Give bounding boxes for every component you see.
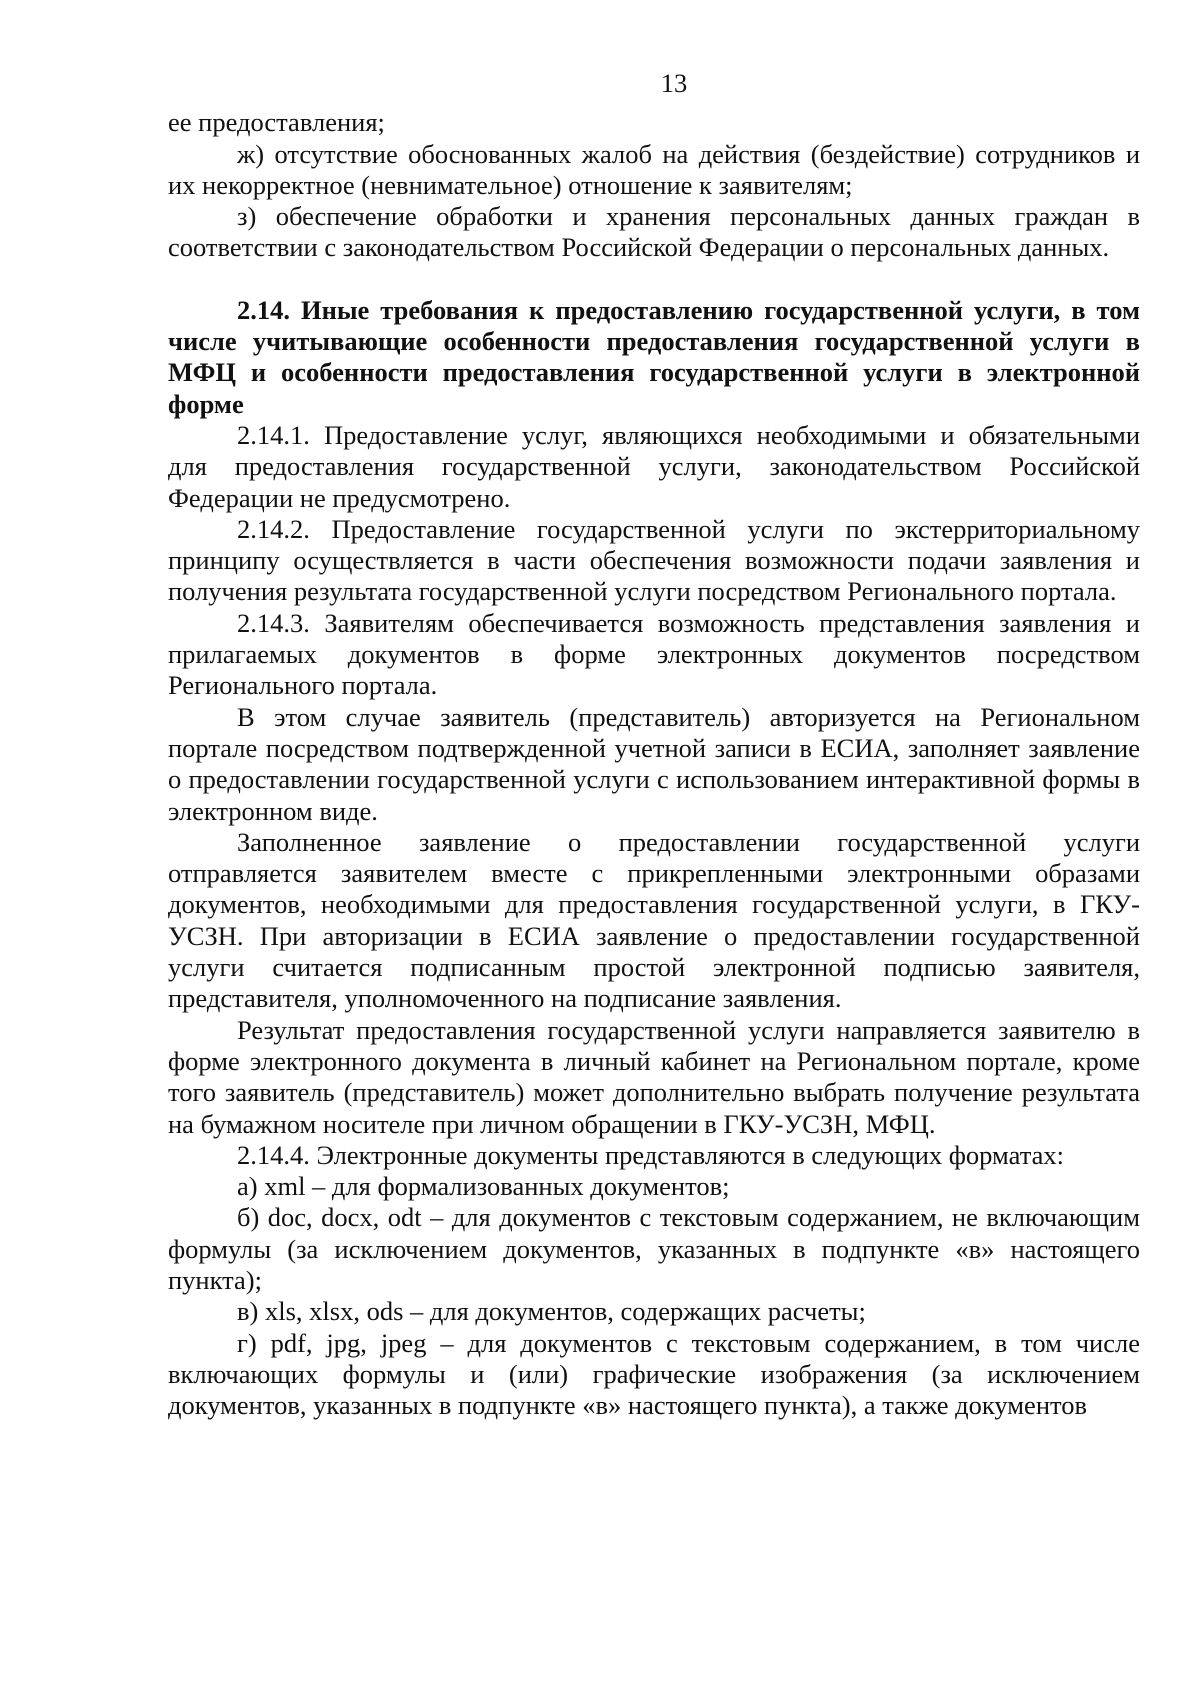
paragraph-result: Результат предоставления государственной услуги направляется заявителю в форме электронного документа в личный кабинет на Региональном портале, кроме того заявитель (представитель) может дополнительно выбрать получение результата на бумажном носителе при личном обращении в ГКУ-УСЗН, МФЦ.	[168, 1014, 1140, 1139]
section-heading-2-14: 2.14. Иные требования к предоставлению государственной услуги, в том числе учитывающие особенности предоставления государственной услуги в МФЦ и особенности предоставления государственной услуги в электронной форме	[168, 294, 1140, 419]
paragraph-2-14-3: 2.14.3. Заявителям обеспечивается возможность представления заявления и прилагаемых документов в форме электронных документов посредством Регионального портала.	[168, 607, 1140, 701]
paragraph-2-14-2: 2.14.2. Предоставление государственной услуги по экстерриториальному принципу осуществляется в части обеспечения возможности подачи заявления и получения результата государственной услуги посредством Регионального портала.	[168, 513, 1140, 607]
list-item-a: а) xml – для формализованных документов;	[237, 1171, 730, 1202]
paragraph-item-z: з) обеспечение обработки и хранения персональных данных граждан в соответствии с законодательством Российской Федерации о персональных данных.	[168, 201, 1140, 263]
list-item-v: в) xls, xlsx, ods – для документов, содержащих расчеты;	[237, 1296, 866, 1327]
page-number: 13	[660, 68, 688, 98]
paragraph-2-14-4: 2.14.4. Электронные документы представляются в следующих форматах:	[237, 1139, 1064, 1170]
paragraph-2-14-1: 2.14.1. Предоставление услуг, являющихся необходимыми и обязательными для предоставления государственной услуги, законодательством Российской Федерации не предусмотрено.	[168, 419, 1140, 513]
paragraph-completed-application: Заполненное заявление о предоставлении государственной услуги отправляется заявителем вместе с прикрепленными электронными образами документов, необходимыми для предоставления государственной услуги, в ГКУ-УСЗН. При авторизации в ЕСИА заявление о предоставлении государственной услуги считается подписанным простой электронной подписью заявителя, представителя, уполномоченного на подписание заявления.	[168, 826, 1140, 1014]
paragraph-authorization: В этом случае заявитель (представитель) авторизуется на Региональном портале посредством подтвержденной учетной записи в ЕСИА, заполняет заявление о предоставлении государственной услуги с использованием интерактивной формы в электронном виде.	[168, 701, 1140, 826]
list-item-b: б) doc, docx, odt – для документов с текстовым содержанием, не включающим формулы (за исключением документов, указанных в подпункте «в» настоящего пункта);	[168, 1202, 1140, 1295]
list-item-g: г) pdf, jpg, jpeg – для документов с текстовым содержанием, в том числе включающих формулы и (или) графические изображения (за исключением документов, указанных в подпункте «в» настоящего пункта), а также документов	[168, 1327, 1140, 1421]
paragraph-item-zh: ж) отсутствие обоснованных жалоб на действия (бездействие) сотрудников и их некорректное (невнимательное) отношение к заявителям;	[168, 138, 1140, 200]
paragraph-continuation: ее предоставления;	[168, 107, 385, 138]
document-page	[168, 68, 1140, 1421]
